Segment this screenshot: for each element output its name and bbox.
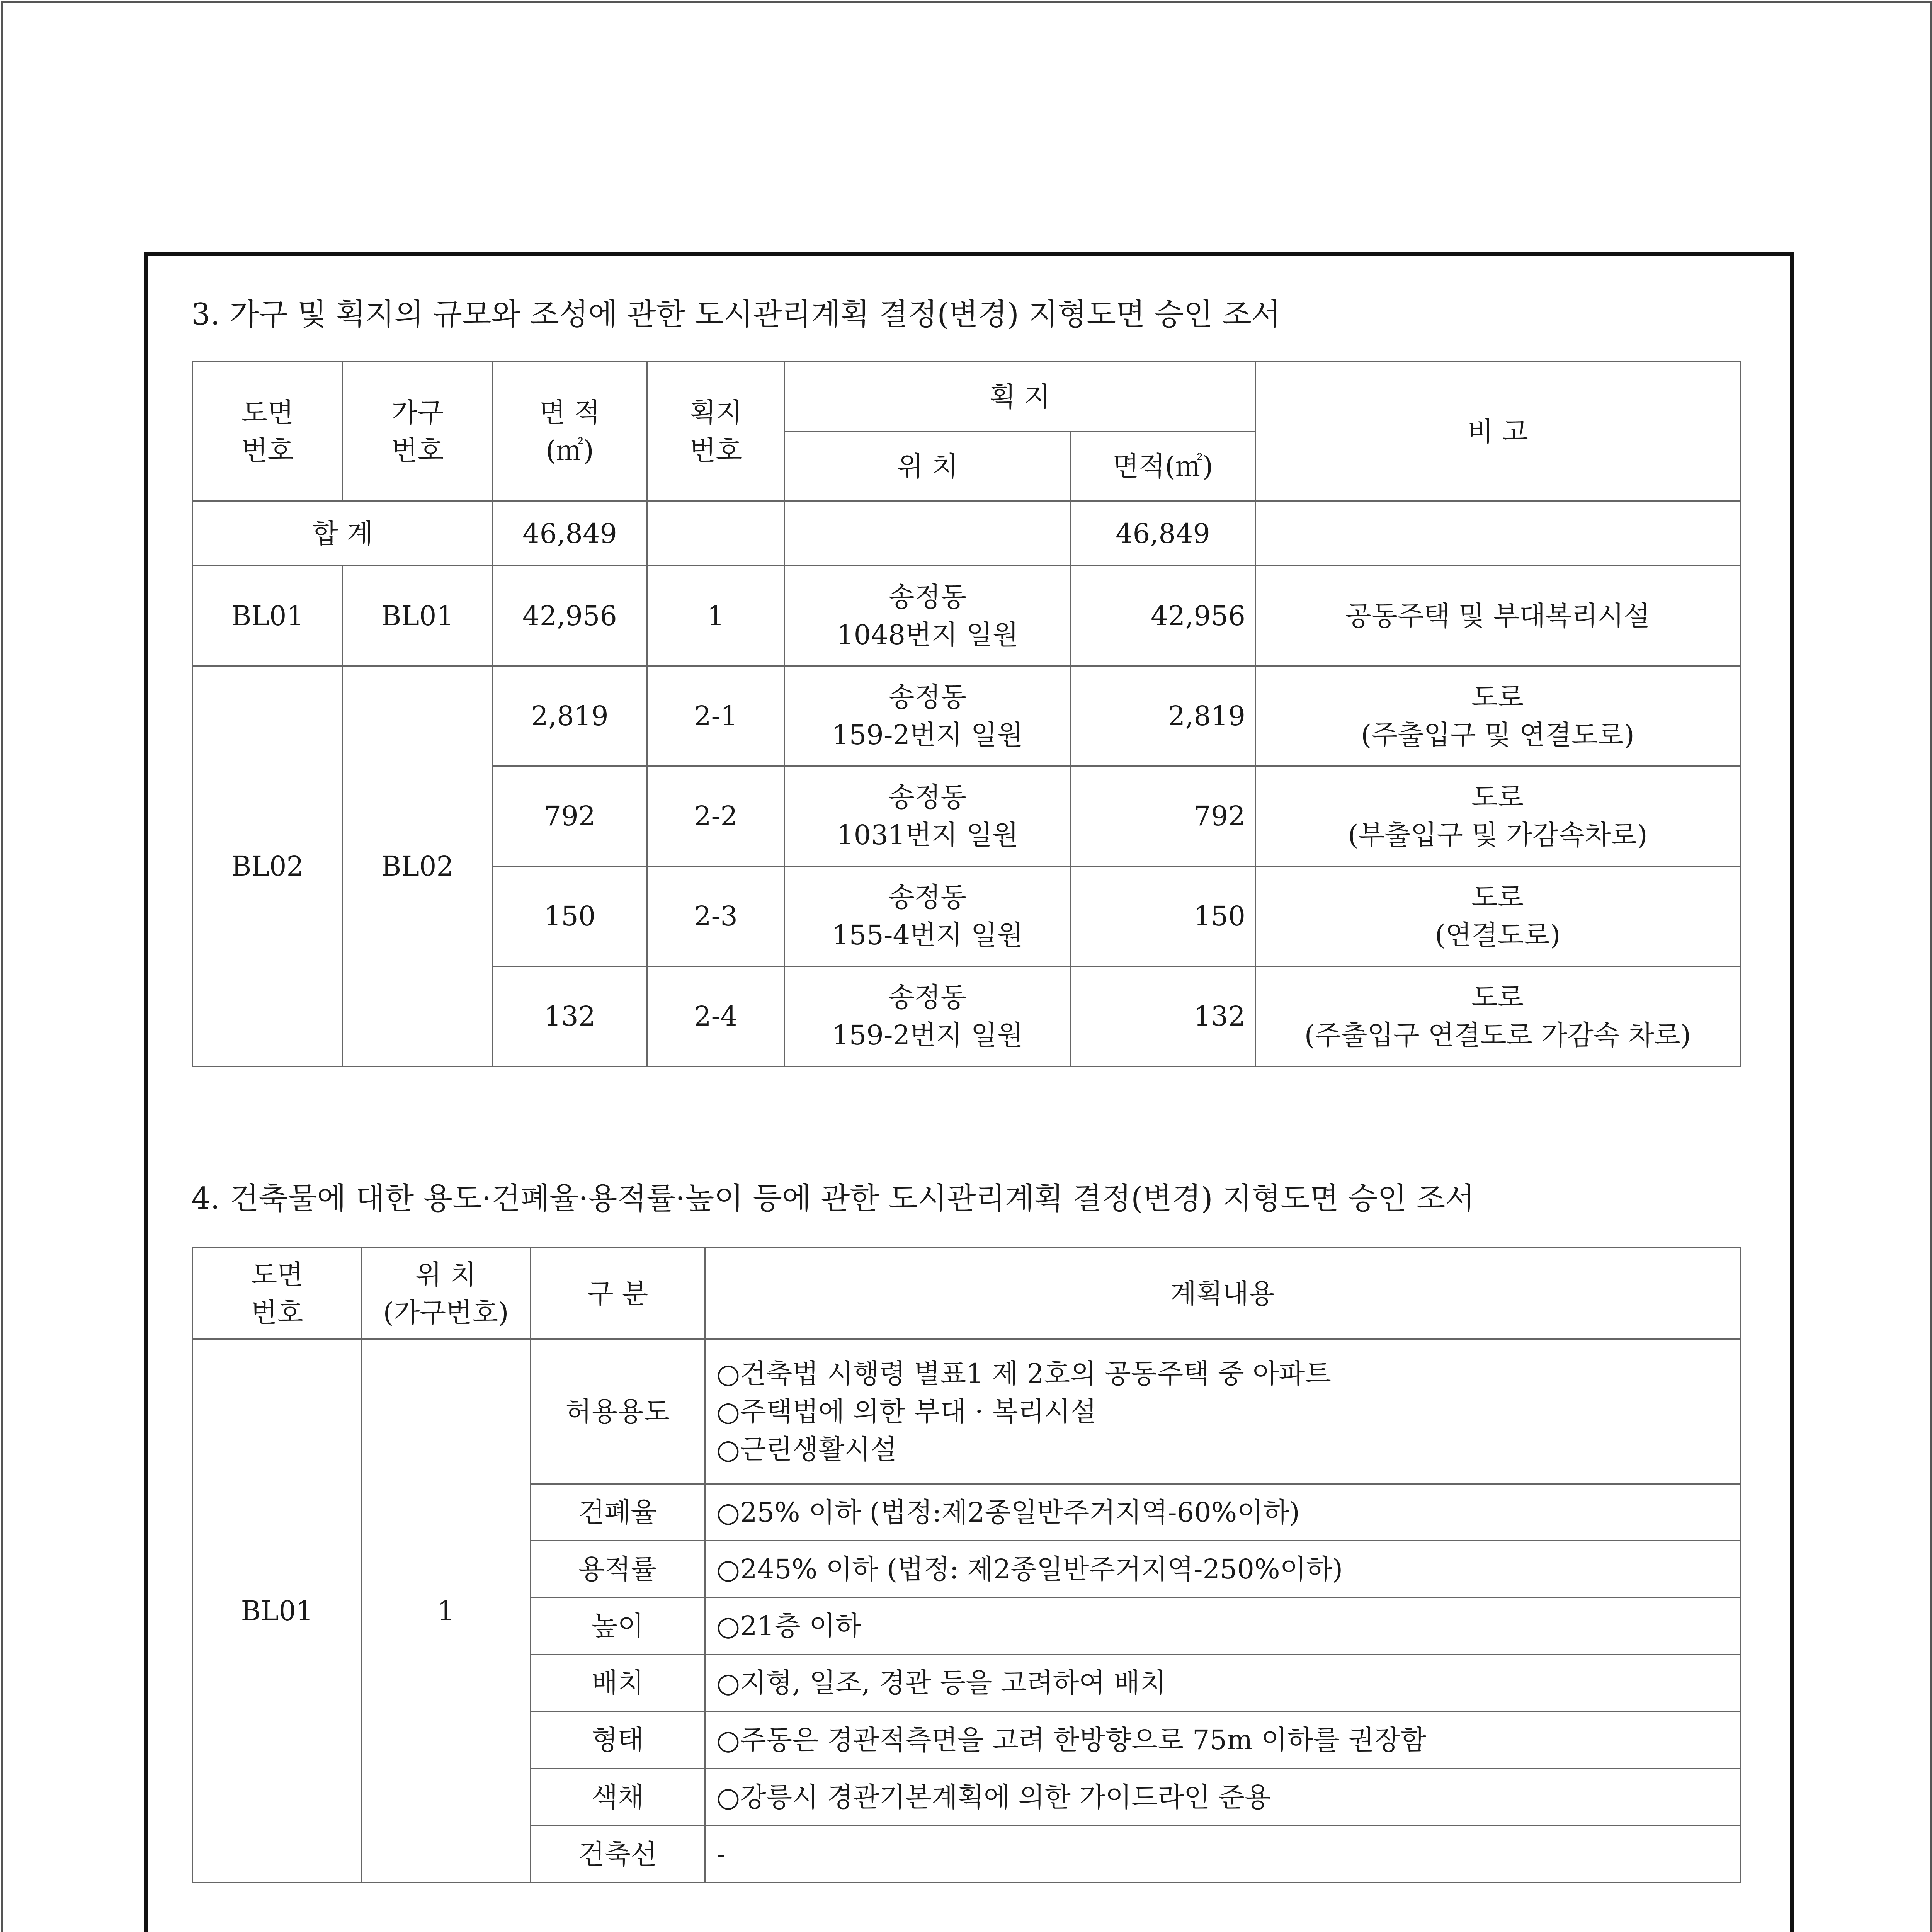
header-block-no: 가구 번호 — [343, 362, 493, 501]
content: ○주동은 경관적측면을 고려 한방향으로 75m 이하를 권장함 — [705, 1711, 1740, 1769]
header-category: 구 분 — [531, 1248, 705, 1339]
lot-no: 2-3 — [647, 866, 785, 966]
lot-no: 2-4 — [647, 966, 785, 1066]
block-no: 1 — [362, 1339, 531, 1883]
table-row — [193, 666, 1740, 766]
location: 송정동 159-2번지 일원 — [785, 666, 1071, 766]
location: 송정동 159-2번지 일원 — [785, 966, 1071, 1066]
block-no: BL01 — [343, 566, 493, 666]
header-location: 위 치 (가구번호) — [362, 1248, 531, 1339]
area: 150 — [493, 866, 647, 966]
table-row — [193, 566, 1740, 666]
content: ○245% 이하 (법정: 제2종일반주거지역-250%이하) — [705, 1541, 1740, 1598]
section3-title: 3. 가구 및 획지의 규모와 조성에 관한 도시관리계획 결정(변경) 지형도면 승인 조서 — [191, 297, 1281, 332]
header-location: 위 치 — [785, 432, 1071, 501]
content: ○강릉시 경관기본계획에 의한 가이드라인 준용 — [705, 1769, 1740, 1826]
content: ○건축법 시행령 별표1 제 2호의 공동주택 중 아파트 ○주택법에 의한 부대 · 복리시설 ○근린생활시설 — [705, 1339, 1740, 1484]
total-area: 46,849 — [493, 501, 647, 566]
header-lot-no: 획지 번호 — [647, 362, 785, 501]
header-area: 면 적 (㎡) — [493, 362, 647, 501]
lot-area: 132 — [1071, 966, 1255, 1066]
content: ○25% 이하 (법정:제2종일반주거지역-60%이하) — [705, 1484, 1740, 1541]
location: 송정동 155-4번지 일원 — [785, 866, 1071, 966]
lot-table — [192, 361, 1741, 1067]
header-sheet-no: 도면 번호 — [193, 362, 343, 501]
category: 높이 — [531, 1598, 705, 1655]
content: - — [705, 1826, 1740, 1883]
total-label: 합 계 — [193, 501, 493, 566]
header-sheet-no: 도면 번호 — [193, 1248, 362, 1339]
remarks: 공동주택 및 부대복리시설 — [1255, 566, 1740, 666]
lot-area: 2,819 — [1071, 666, 1255, 766]
location: 송정동 1031번지 일원 — [785, 766, 1071, 866]
building-table — [192, 1247, 1741, 1883]
category: 형태 — [531, 1711, 705, 1769]
total-row — [193, 501, 1740, 566]
header-lot: 획 지 — [785, 362, 1255, 432]
table-row — [193, 1339, 1740, 1484]
header-content: 계획내용 — [705, 1248, 1740, 1339]
lot-no: 2-2 — [647, 766, 785, 866]
lot-area: 792 — [1071, 766, 1255, 866]
category: 허용용도 — [531, 1339, 705, 1484]
lot-area: 150 — [1071, 866, 1255, 966]
total-lot-area: 46,849 — [1071, 501, 1255, 566]
category: 배치 — [531, 1655, 705, 1711]
area: 42,956 — [493, 566, 647, 666]
category: 용적률 — [531, 1541, 705, 1598]
sheet-no: BL01 — [193, 1339, 362, 1883]
lot-no: 1 — [647, 566, 785, 666]
category: 건폐율 — [531, 1484, 705, 1541]
block-no: BL02 — [343, 666, 493, 1066]
lot-area: 42,956 — [1071, 566, 1255, 666]
category: 건축선 — [531, 1826, 705, 1883]
sheet-no: BL02 — [193, 666, 343, 1066]
section4-title: 4. 건축물에 대한 용도·건폐율·용적률·높이 등에 관한 도시관리계획 결정(변경) 지형도면 승인 조서 — [191, 1181, 1475, 1216]
area: 2,819 — [493, 666, 647, 766]
header-lot-area: 면적(㎡) — [1071, 432, 1255, 501]
area: 792 — [493, 766, 647, 866]
content: ○21층 이하 — [705, 1598, 1740, 1655]
location: 송정동 1048번지 일원 — [785, 566, 1071, 666]
content: ○지형, 일조, 경관 등을 고려하여 배치 — [705, 1655, 1740, 1711]
lot-no: 2-1 — [647, 666, 785, 766]
remarks: 도로 (부출입구 및 가감속차로) — [1255, 766, 1740, 866]
remarks: 도로 (주출입구 및 연결도로) — [1255, 666, 1740, 766]
remarks: 도로 (연결도로) — [1255, 866, 1740, 966]
area: 132 — [493, 966, 647, 1066]
remarks: 도로 (주출입구 연결도로 가감속 차로) — [1255, 966, 1740, 1066]
sheet-no: BL01 — [193, 566, 343, 666]
header-remarks: 비 고 — [1255, 362, 1740, 501]
category: 색채 — [531, 1769, 705, 1826]
